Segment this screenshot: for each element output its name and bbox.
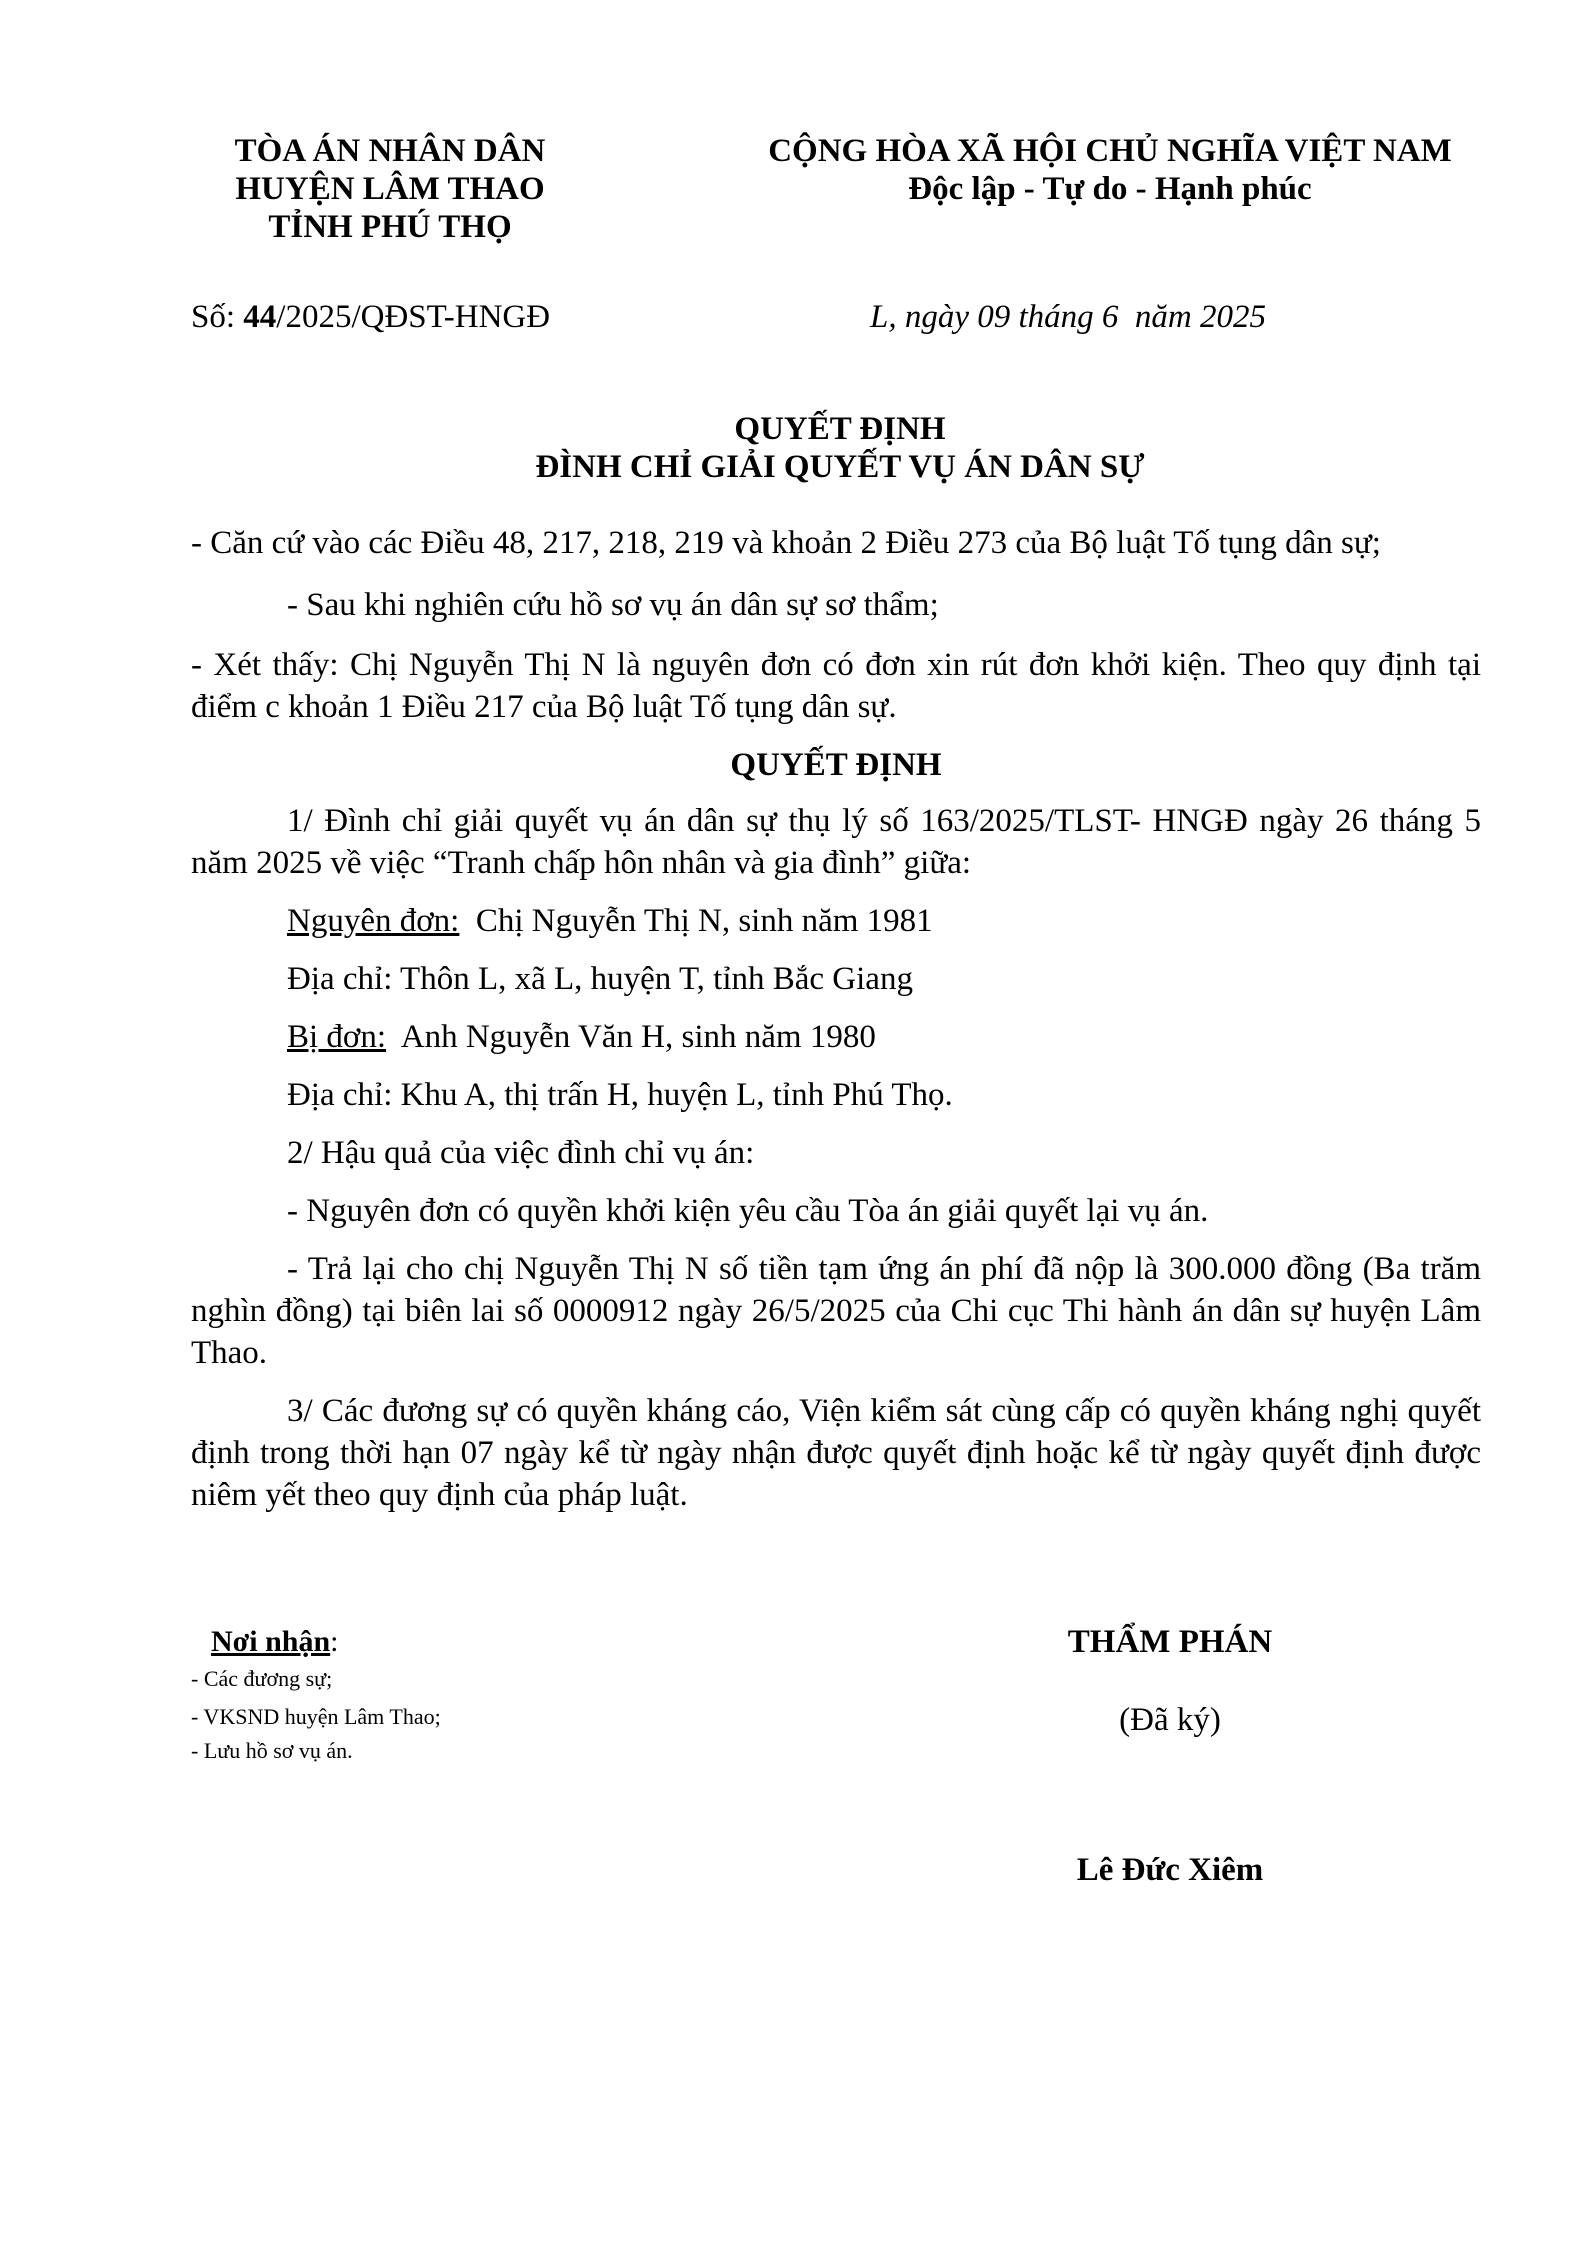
court-name: TÒA ÁN NHÂN DÂN <box>234 133 546 169</box>
recipient-item: - Lưu hồ sơ vụ án. <box>191 1738 353 1763</box>
preamble-legal-basis: - Căn cứ vào các Điều 48, 217, 218, 219 và khoản 2 Điều 273 của Bộ luật Tố tụng dân sự; <box>191 525 1381 561</box>
plaintiff-label: Nguyên đơn: <box>287 903 460 939</box>
national-motto: Độc lập - Tự do - Hạnh phúc <box>908 171 1312 207</box>
defendant-value: Anh Nguyễn Văn H, sinh năm 1980 <box>386 1019 876 1055</box>
preamble-finding: - Xét thấy: Chị Nguyễn Thị N là nguyên đơn có đơn xin rút đơn khởi kiện. Theo quy định tại điểm c khoản 1 Điều 217 của Bộ luật Tố tụng dân sự. <box>191 647 1481 725</box>
document-title: QUYẾT ĐỊNH ĐÌNH CHỈ GIẢI QUYẾT VỤ ÁN DÂN SỰ <box>190 410 1490 486</box>
signer-name: Lê Đức Xiêm <box>1076 1852 1264 1888</box>
recipient-item: - Các đương sự; <box>191 1666 333 1691</box>
court-header <box>190 132 590 246</box>
decision-item-2: 2/ Hậu quả của việc đình chỉ vụ án: <box>287 1135 755 1171</box>
document-body <box>191 522 1481 1516</box>
plaintiff-line <box>191 900 1481 942</box>
defendant-address: Địa chỉ: Khu A, thị trấn H, huyện L, tỉnh Phú Thọ. <box>287 1077 953 1113</box>
decision-item-2b: - Trả lại cho chị Nguyễn Thị N số tiền tạm ứng án phí đã nộp là 300.000 đồng (Ba trăm nghìn đồng) tại biên lai số 0000912 ngày 26/5/2025 của Chi cục Thi hành án dân sự huyện Lâm Thao. <box>191 1251 1481 1371</box>
recipients-heading: Nơi nhận: <box>211 1625 339 1658</box>
signer-title: THẨM PHÁN <box>1067 1624 1273 1660</box>
national-title: CỘNG HÒA XÃ HỘI CHỦ NGHĨA VIỆT NAM <box>768 133 1452 169</box>
court-province: TỈNH PHÚ THỌ <box>268 209 512 245</box>
decision-heading: QUYẾT ĐỊNH <box>730 747 942 783</box>
document-number: Số: 44/2025/QĐST-HNGĐ <box>191 299 551 335</box>
plaintiff-value: Chị Nguyễn Thị N, sinh năm 1981 <box>459 903 933 939</box>
document-date: L, ngày 09 tháng 6 năm 2025 <box>870 299 1266 335</box>
decision-item-3: 3/ Các đương sự có quyền kháng cáo, Viện kiểm sát cùng cấp có quyền kháng nghị quyết định trong thời hạn 07 ngày kể từ ngày nhận được quyết định hoặc kể từ ngày quyết định được niêm yết theo quy định của pháp luật. <box>191 1393 1481 1513</box>
signature-block <box>960 1622 1380 1740</box>
decision-item-2a: - Nguyên đơn có quyền khởi kiện yêu cầu Tòa án giải quyết lại vụ án. <box>287 1193 1209 1229</box>
document-number-value: 44 <box>243 299 277 335</box>
decision-item-1: 1/ Đình chỉ giải quyết vụ án dân sự thụ lý số 163/2025/TLST- HNGĐ ngày 26 tháng 5 năm 2025 về việc “Tranh chấp hôn nhân và gia đình” giữa: <box>191 803 1481 881</box>
signed-note: (Đã ký) <box>1119 1702 1221 1738</box>
court-district: HUYỆN LÂM THAO <box>235 171 545 207</box>
preamble-review: - Sau khi nghiên cứu hồ sơ vụ án dân sự sơ thẩm; <box>287 587 939 623</box>
recipients-block <box>191 1622 791 1768</box>
national-header <box>730 132 1490 208</box>
plaintiff-address: Địa chỉ: Thôn L, xã L, huyện T, tỉnh Bắc Giang <box>287 961 913 997</box>
document-subtitle: ĐÌNH CHỈ GIẢI QUYẾT VỤ ÁN DÂN SỰ <box>535 449 1145 485</box>
defendant-label: Bị đơn: <box>287 1019 387 1055</box>
defendant-line <box>191 1016 1481 1058</box>
recipient-item: - VKSND huyện Lâm Thao; <box>191 1704 441 1729</box>
